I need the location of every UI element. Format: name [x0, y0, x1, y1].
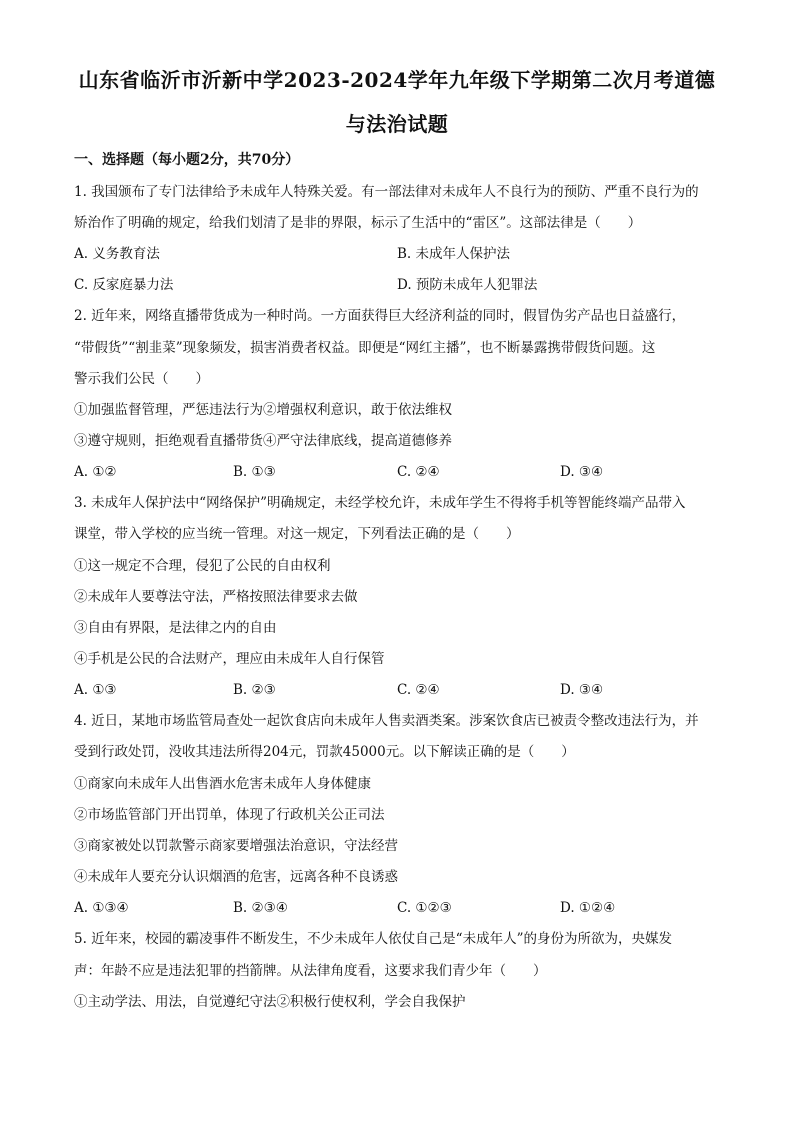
question-3-statement: ②未成年人要尊法守法，严格按照法律要求去做: [74, 589, 358, 605]
question-4-stem-line: 受到行政处罚，没收其违法所得204元，罚款45000元。以下解读正确的是（ ）: [74, 744, 575, 760]
question-5-statement: ①主动学法、用法，自觉遵纪守法②积极行使权利，学会自我保护: [74, 994, 466, 1010]
question-1-stem-line: 矫治作了明确的规定，给我们划清了是非的界限，标示了生活中的“雷区”。这部法律是（ ）: [74, 215, 642, 231]
question-5-stem-line: 5. 近年来，校园的霸凌事件不断发生，不少未成年人依仗自己是“未成年人”的身份为所欲为，央媒发: [74, 931, 672, 947]
question-5-stem-line: 声：年龄不应是违法犯罪的挡箭牌。从法律角度看，这要求我们青少年（ ）: [74, 963, 547, 979]
question-2-stem-line: 2. 近年来，网络直播带货成为一种时尚。一方面获得巨大经济利益的同时，假冒伪劣产品也日益盛行，: [74, 308, 686, 324]
exam-title-line-2: 与法治试题: [345, 112, 449, 136]
question-2-option-b: B. ①③: [233, 464, 276, 480]
question-1-option-a: A. 义务教育法: [74, 246, 160, 262]
question-2-stem-line: “带假货”“割韭菜”现象频发，损害消费者权益。即便是“网红主播”，也不断暴露携带假货问题。这: [74, 340, 656, 356]
question-4-option-b: B. ②③④: [233, 900, 288, 916]
question-3-option-d: D. ③④: [560, 682, 604, 698]
question-2-statement: ①加强监督管理，严惩违法行为②增强权利意识，敢于依法维权: [74, 402, 452, 418]
question-4-statement: ①商家向未成年人出售酒水危害未成年人身体健康: [74, 776, 371, 792]
question-3-option-c: C. ②④: [397, 682, 440, 698]
question-2-option-c: C. ②④: [397, 464, 440, 480]
question-4-option-d: D. ①②④: [560, 900, 616, 916]
question-4-statement: ②市场监管部门开出罚单，体现了行政机关公正司法: [74, 807, 385, 823]
question-1-option-c: C. 反家庭暴力法: [74, 277, 174, 293]
question-4-option-c: C. ①②③: [397, 900, 452, 916]
question-3-statement: ④手机是公民的合法财产，理应由未成年人自行保管: [74, 651, 385, 667]
question-2-option-a: A. ①②: [74, 464, 117, 480]
question-1-stem-line: 1. 我国颁布了专门法律给予未成年人特殊关爱。有一部法律对未成年人不良行为的预防、严重不良行为的: [74, 184, 699, 200]
question-3-option-a: A. ①③: [74, 682, 117, 698]
question-3-stem-line: 3. 未成年人保护法中“网络保护”明确规定，未经学校允许，未成年学生不得将手机等智能终端产品带入: [74, 495, 686, 511]
section-heading: 一、选择题（每小题2分，共70分）: [74, 152, 300, 168]
question-1-option-d: D. 预防未成年人犯罪法: [397, 277, 538, 293]
question-3-stem-line: 课堂，带入学校的应当统一管理。对这一规定，下列看法正确的是（ ）: [74, 526, 520, 542]
question-3-option-b: B. ②③: [233, 682, 276, 698]
question-4-stem-line: 4. 近日，某地市场监管局查处一起饮食店向未成年人售卖酒类案。涉案饮食店已被责令整改违法行为，并: [74, 713, 699, 729]
exam-title-line-1: 山东省临沂市沂新中学2023-2024学年九年级下学期第二次月考道德: [78, 68, 716, 92]
question-2-statement: ③遵守规则，拒绝观看直播带货④严守法律底线，提高道德修养: [74, 433, 452, 449]
question-4-statement: ④未成年人要充分认识烟酒的危害，远离各种不良诱惑: [74, 869, 398, 885]
question-2-stem-line: 警示我们公民（ ）: [74, 371, 209, 387]
question-3-statement: ③自由有界限，是法律之内的自由: [74, 620, 277, 636]
question-4-statement: ③商家被处以罚款警示商家要增强法治意识，守法经营: [74, 838, 398, 854]
question-1-option-b: B. 未成年人保护法: [397, 246, 511, 262]
question-2-option-d: D. ③④: [560, 464, 604, 480]
question-4-option-a: A. ①③④: [74, 900, 129, 916]
question-3-statement: ①这一规定不合理，侵犯了公民的自由权利: [74, 558, 331, 574]
